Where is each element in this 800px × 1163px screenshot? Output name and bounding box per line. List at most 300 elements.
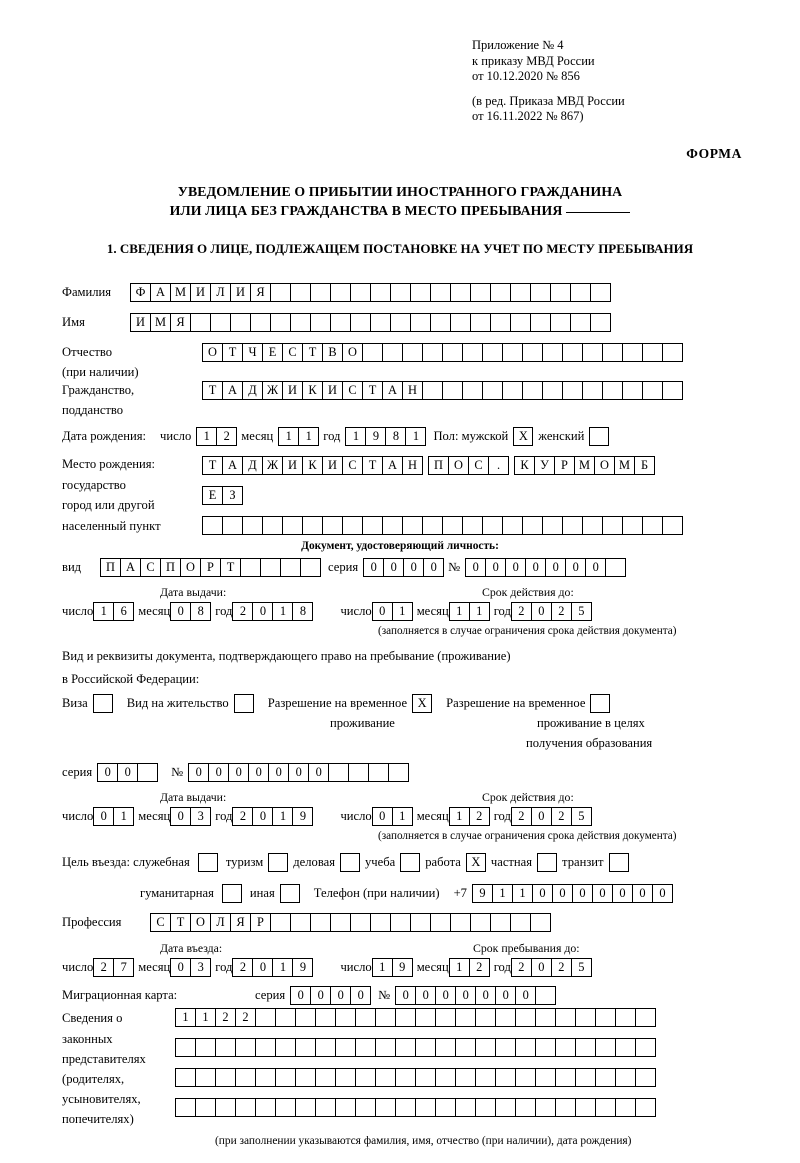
form-cell[interactable] <box>390 913 411 932</box>
form-cell[interactable] <box>275 1038 296 1057</box>
form-cell[interactable] <box>195 1068 216 1087</box>
form-cell[interactable]: 1 <box>469 602 490 621</box>
form-cell[interactable] <box>382 516 403 535</box>
form-cell[interactable] <box>422 516 443 535</box>
form-cell[interactable] <box>570 313 591 332</box>
form-cell[interactable] <box>270 313 291 332</box>
purpose-tourism-checkbox[interactable] <box>268 853 288 872</box>
form-cell[interactable]: Т <box>202 381 223 400</box>
form-cell[interactable]: З <box>222 486 243 505</box>
birth-place-line-3[interactable] <box>202 516 682 535</box>
form-cell[interactable]: 1 <box>405 427 426 446</box>
form-cell[interactable]: М <box>574 456 595 475</box>
form-cell[interactable]: Т <box>222 343 243 362</box>
form-cell[interactable] <box>215 1038 236 1057</box>
form-cell[interactable] <box>510 283 531 302</box>
form-cell[interactable] <box>642 343 663 362</box>
form-cell[interactable] <box>137 763 158 782</box>
form-cell[interactable]: П <box>100 558 121 577</box>
form-cell[interactable]: 0 <box>475 986 496 1005</box>
form-cell[interactable]: 0 <box>572 884 593 903</box>
form-cell[interactable]: 9 <box>292 807 313 826</box>
form-cell[interactable]: 2 <box>469 958 490 977</box>
form-cell[interactable] <box>622 516 643 535</box>
form-cell[interactable]: 0 <box>592 884 613 903</box>
form-cell[interactable] <box>335 1038 356 1057</box>
form-cell[interactable] <box>430 313 451 332</box>
form-cell[interactable] <box>410 283 431 302</box>
birth-place-line-1[interactable] <box>202 456 654 475</box>
form-cell[interactable] <box>335 1098 356 1117</box>
form-cell[interactable]: Ф <box>130 283 151 302</box>
identity-doc-series-input[interactable] <box>363 558 443 577</box>
form-cell[interactable]: 1 <box>196 427 217 446</box>
form-cell[interactable] <box>595 1038 616 1057</box>
form-cell[interactable]: 0 <box>403 558 424 577</box>
form-cell[interactable] <box>242 516 263 535</box>
form-cell[interactable] <box>482 343 503 362</box>
form-cell[interactable]: 6 <box>113 602 134 621</box>
form-cell[interactable]: 2 <box>93 958 114 977</box>
form-cell[interactable]: 1 <box>512 884 533 903</box>
form-cell[interactable]: Л <box>210 913 231 932</box>
form-cell[interactable] <box>395 1068 416 1087</box>
form-cell[interactable] <box>602 343 623 362</box>
form-cell[interactable] <box>635 1008 656 1027</box>
stay-doc-series-input[interactable] <box>97 763 157 782</box>
form-cell[interactable]: 0 <box>170 958 191 977</box>
form-cell[interactable] <box>535 1038 556 1057</box>
form-cell[interactable] <box>562 516 583 535</box>
form-cell[interactable]: 1 <box>278 427 299 446</box>
form-cell[interactable] <box>222 516 243 535</box>
form-cell[interactable] <box>455 1098 476 1117</box>
form-cell[interactable] <box>362 516 383 535</box>
form-cell[interactable] <box>210 313 231 332</box>
form-cell[interactable] <box>375 1098 396 1117</box>
form-cell[interactable]: 3 <box>190 807 211 826</box>
form-cell[interactable] <box>255 1098 276 1117</box>
form-cell[interactable]: 9 <box>392 958 413 977</box>
form-cell[interactable] <box>330 913 351 932</box>
form-cell[interactable]: 8 <box>190 602 211 621</box>
form-cell[interactable] <box>522 343 543 362</box>
form-cell[interactable]: И <box>282 456 303 475</box>
form-cell[interactable] <box>422 381 443 400</box>
form-cell[interactable] <box>662 343 683 362</box>
form-cell[interactable]: 0 <box>632 884 653 903</box>
form-cell[interactable]: 1 <box>272 958 293 977</box>
form-cell[interactable] <box>462 516 483 535</box>
form-cell[interactable] <box>290 913 311 932</box>
stay-doc-number-input[interactable] <box>188 763 408 782</box>
form-cell[interactable]: К <box>514 456 535 475</box>
form-cell[interactable]: 0 <box>310 986 331 1005</box>
form-cell[interactable] <box>375 1038 396 1057</box>
form-cell[interactable] <box>555 1098 576 1117</box>
identity-doc-type-input[interactable] <box>100 558 320 577</box>
form-cell[interactable]: С <box>468 456 489 475</box>
form-cell[interactable]: О <box>180 558 201 577</box>
form-cell[interactable] <box>295 1038 316 1057</box>
form-cell[interactable] <box>415 1038 436 1057</box>
form-cell[interactable]: И <box>282 381 303 400</box>
form-cell[interactable] <box>355 1098 376 1117</box>
form-cell[interactable] <box>602 516 623 535</box>
form-cell[interactable] <box>390 283 411 302</box>
form-cell[interactable] <box>502 516 523 535</box>
form-cell[interactable]: 1 <box>113 807 134 826</box>
form-cell[interactable]: Н <box>402 456 423 475</box>
form-cell[interactable]: 1 <box>492 884 513 903</box>
form-cell[interactable]: Т <box>362 456 383 475</box>
form-cell[interactable]: 2 <box>511 602 532 621</box>
form-cell[interactable] <box>215 1068 236 1087</box>
id-valid-month-input[interactable] <box>449 602 489 621</box>
form-cell[interactable]: С <box>342 381 363 400</box>
form-cell[interactable]: 0 <box>531 958 552 977</box>
form-cell[interactable] <box>262 516 283 535</box>
form-cell[interactable]: Т <box>170 913 191 932</box>
form-cell[interactable]: П <box>160 558 181 577</box>
form-cell[interactable]: 1 <box>272 807 293 826</box>
form-cell[interactable] <box>295 1068 316 1087</box>
form-cell[interactable]: А <box>150 283 171 302</box>
form-cell[interactable] <box>415 1098 436 1117</box>
form-cell[interactable]: О <box>342 343 363 362</box>
name-input[interactable] <box>130 313 610 332</box>
form-cell[interactable] <box>282 516 303 535</box>
form-cell[interactable] <box>490 313 511 332</box>
form-cell[interactable] <box>542 343 563 362</box>
form-cell[interactable]: Я <box>170 313 191 332</box>
profession-input[interactable] <box>150 913 550 932</box>
form-cell[interactable] <box>575 1008 596 1027</box>
form-cell[interactable] <box>470 313 491 332</box>
sex-male-checkbox[interactable]: X <box>513 427 533 446</box>
form-cell[interactable]: 0 <box>117 763 138 782</box>
form-cell[interactable]: С <box>282 343 303 362</box>
form-cell[interactable] <box>442 343 463 362</box>
form-cell[interactable] <box>295 1008 316 1027</box>
form-cell[interactable]: 0 <box>531 807 552 826</box>
form-cell[interactable] <box>530 313 551 332</box>
form-cell[interactable] <box>570 283 591 302</box>
form-cell[interactable] <box>635 1068 656 1087</box>
form-cell[interactable]: Т <box>220 558 241 577</box>
form-cell[interactable] <box>250 313 271 332</box>
form-cell[interactable] <box>475 1068 496 1087</box>
form-cell[interactable] <box>270 913 291 932</box>
form-cell[interactable]: 0 <box>585 558 606 577</box>
form-cell[interactable]: 0 <box>383 558 404 577</box>
form-cell[interactable] <box>290 313 311 332</box>
form-cell[interactable] <box>310 283 331 302</box>
form-cell[interactable] <box>302 516 323 535</box>
form-cell[interactable]: 8 <box>385 427 406 446</box>
form-cell[interactable]: 1 <box>195 1008 216 1027</box>
form-cell[interactable] <box>390 313 411 332</box>
form-cell[interactable] <box>642 381 663 400</box>
form-cell[interactable] <box>355 1008 376 1027</box>
form-cell[interactable] <box>382 343 403 362</box>
form-cell[interactable]: 1 <box>345 427 366 446</box>
form-cell[interactable] <box>595 1008 616 1027</box>
form-cell[interactable]: Я <box>230 913 251 932</box>
form-cell[interactable]: 1 <box>372 958 393 977</box>
form-cell[interactable] <box>190 313 211 332</box>
form-cell[interactable] <box>330 313 351 332</box>
form-cell[interactable] <box>482 381 503 400</box>
form-cell[interactable] <box>515 1068 536 1087</box>
form-cell[interactable]: 0 <box>485 558 506 577</box>
form-cell[interactable] <box>355 1038 376 1057</box>
form-cell[interactable]: 0 <box>505 558 526 577</box>
form-cell[interactable] <box>535 1068 556 1087</box>
form-cell[interactable]: 0 <box>515 986 536 1005</box>
representatives-line-4[interactable] <box>175 1098 655 1117</box>
form-cell[interactable]: А <box>222 456 243 475</box>
form-cell[interactable]: К <box>302 381 323 400</box>
residence-checkbox[interactable] <box>234 694 254 713</box>
form-cell[interactable] <box>335 1008 356 1027</box>
form-cell[interactable]: Ж <box>262 381 283 400</box>
form-cell[interactable] <box>642 516 663 535</box>
form-cell[interactable] <box>490 913 511 932</box>
form-cell[interactable]: 0 <box>330 986 351 1005</box>
form-cell[interactable] <box>350 313 371 332</box>
form-cell[interactable] <box>322 516 343 535</box>
form-cell[interactable] <box>515 1038 536 1057</box>
form-cell[interactable] <box>415 1068 436 1087</box>
sd-valid-month-input[interactable] <box>449 807 489 826</box>
form-cell[interactable] <box>575 1098 596 1117</box>
form-cell[interactable]: 2 <box>215 1008 236 1027</box>
form-cell[interactable] <box>482 516 503 535</box>
form-cell[interactable]: Н <box>402 381 423 400</box>
purpose-other-checkbox[interactable] <box>280 884 300 903</box>
form-cell[interactable]: И <box>230 283 251 302</box>
form-cell[interactable] <box>348 763 369 782</box>
sd-issue-month-input[interactable] <box>170 807 210 826</box>
form-cell[interactable] <box>350 913 371 932</box>
form-cell[interactable]: 0 <box>395 986 416 1005</box>
form-cell[interactable]: 0 <box>532 884 553 903</box>
form-cell[interactable]: О <box>594 456 615 475</box>
form-cell[interactable] <box>335 1068 356 1087</box>
form-cell[interactable]: 0 <box>465 558 486 577</box>
form-cell[interactable]: 1 <box>392 807 413 826</box>
form-cell[interactable]: 0 <box>93 807 114 826</box>
form-cell[interactable] <box>370 913 391 932</box>
visa-checkbox[interactable] <box>93 694 113 713</box>
form-cell[interactable]: И <box>130 313 151 332</box>
form-cell[interactable] <box>535 1098 556 1117</box>
form-cell[interactable]: 0 <box>170 602 191 621</box>
form-cell[interactable] <box>462 343 483 362</box>
phone-input[interactable] <box>472 884 672 903</box>
form-cell[interactable]: М <box>614 456 635 475</box>
form-cell[interactable]: М <box>150 313 171 332</box>
form-cell[interactable]: 2 <box>469 807 490 826</box>
form-cell[interactable] <box>530 913 551 932</box>
form-cell[interactable] <box>555 1008 576 1027</box>
form-cell[interactable] <box>582 343 603 362</box>
form-cell[interactable] <box>542 516 563 535</box>
form-cell[interactable]: 1 <box>449 958 470 977</box>
form-cell[interactable] <box>370 283 391 302</box>
form-cell[interactable] <box>595 1098 616 1117</box>
form-cell[interactable] <box>555 1038 576 1057</box>
form-cell[interactable]: Д <box>242 381 263 400</box>
form-cell[interactable] <box>342 516 363 535</box>
form-cell[interactable] <box>542 381 563 400</box>
form-cell[interactable]: 0 <box>612 884 633 903</box>
form-cell[interactable]: Р <box>200 558 221 577</box>
form-cell[interactable] <box>315 1068 336 1087</box>
form-cell[interactable] <box>575 1038 596 1057</box>
form-cell[interactable] <box>255 1038 276 1057</box>
form-cell[interactable] <box>310 913 331 932</box>
form-cell[interactable] <box>315 1098 336 1117</box>
form-cell[interactable] <box>450 913 471 932</box>
form-cell[interactable] <box>615 1008 636 1027</box>
sd-valid-year-input[interactable] <box>511 807 591 826</box>
form-cell[interactable] <box>235 1038 256 1057</box>
form-cell[interactable] <box>662 381 683 400</box>
form-cell[interactable] <box>450 313 471 332</box>
form-cell[interactable]: Е <box>262 343 283 362</box>
form-cell[interactable]: М <box>170 283 191 302</box>
patronymic-input[interactable] <box>202 343 682 362</box>
form-cell[interactable] <box>410 313 431 332</box>
form-cell[interactable] <box>510 913 531 932</box>
form-cell[interactable] <box>395 1038 416 1057</box>
form-cell[interactable] <box>255 1068 276 1087</box>
form-cell[interactable]: 0 <box>268 763 289 782</box>
sd-valid-day-input[interactable] <box>372 807 412 826</box>
form-cell[interactable] <box>370 313 391 332</box>
form-cell[interactable] <box>495 1098 516 1117</box>
form-cell[interactable]: 2 <box>551 807 572 826</box>
form-cell[interactable]: Л <box>210 283 231 302</box>
form-cell[interactable] <box>388 763 409 782</box>
form-cell[interactable] <box>615 1098 636 1117</box>
purpose-work-checkbox[interactable]: X <box>466 853 486 872</box>
form-cell[interactable]: Р <box>250 913 271 932</box>
form-cell[interactable] <box>215 1098 236 1117</box>
form-cell[interactable] <box>455 1008 476 1027</box>
form-cell[interactable]: С <box>150 913 171 932</box>
form-cell[interactable]: А <box>382 456 403 475</box>
form-cell[interactable]: 0 <box>415 986 436 1005</box>
form-cell[interactable]: С <box>342 456 363 475</box>
form-cell[interactable]: К <box>302 456 323 475</box>
form-cell[interactable] <box>490 283 511 302</box>
birth-place-line-2[interactable] <box>202 486 242 505</box>
form-cell[interactable]: 0 <box>228 763 249 782</box>
form-cell[interactable] <box>602 381 623 400</box>
form-cell[interactable] <box>362 343 383 362</box>
form-cell[interactable]: 1 <box>298 427 319 446</box>
form-cell[interactable] <box>535 1008 556 1027</box>
sd-issue-day-input[interactable] <box>93 807 133 826</box>
form-cell[interactable]: 0 <box>372 602 393 621</box>
form-cell[interactable] <box>175 1098 196 1117</box>
form-cell[interactable] <box>315 1008 336 1027</box>
form-cell[interactable]: 0 <box>435 986 456 1005</box>
form-cell[interactable] <box>530 283 551 302</box>
form-cell[interactable] <box>605 558 626 577</box>
id-issue-day-input[interactable] <box>93 602 133 621</box>
form-cell[interactable] <box>195 1098 216 1117</box>
form-cell[interactable]: В <box>322 343 343 362</box>
form-cell[interactable]: Ч <box>242 343 263 362</box>
form-cell[interactable]: 5 <box>571 602 592 621</box>
form-cell[interactable]: С <box>140 558 161 577</box>
form-cell[interactable]: 5 <box>571 807 592 826</box>
form-cell[interactable] <box>550 313 571 332</box>
form-cell[interactable]: 2 <box>551 958 572 977</box>
form-cell[interactable] <box>295 1098 316 1117</box>
form-cell[interactable] <box>470 283 491 302</box>
form-cell[interactable] <box>202 516 223 535</box>
form-cell[interactable] <box>510 313 531 332</box>
form-cell[interactable] <box>290 283 311 302</box>
form-cell[interactable] <box>470 913 491 932</box>
form-cell[interactable] <box>515 1008 536 1027</box>
form-cell[interactable] <box>260 558 281 577</box>
form-cell[interactable] <box>442 381 463 400</box>
form-cell[interactable]: 0 <box>97 763 118 782</box>
form-cell[interactable]: Я <box>250 283 271 302</box>
form-cell[interactable]: 2 <box>232 602 253 621</box>
form-cell[interactable]: Т <box>202 456 223 475</box>
purpose-service-checkbox[interactable] <box>198 853 218 872</box>
form-cell[interactable]: 7 <box>113 958 134 977</box>
migration-number-input[interactable] <box>395 986 555 1005</box>
form-cell[interactable]: И <box>190 283 211 302</box>
purpose-private-checkbox[interactable] <box>537 853 557 872</box>
form-cell[interactable] <box>240 558 261 577</box>
form-cell[interactable]: Б <box>634 456 655 475</box>
form-cell[interactable]: Ж <box>262 456 283 475</box>
form-cell[interactable]: 0 <box>188 763 209 782</box>
form-cell[interactable] <box>475 1038 496 1057</box>
form-cell[interactable]: П <box>428 456 449 475</box>
form-cell[interactable] <box>535 986 556 1005</box>
form-cell[interactable]: Т <box>362 381 383 400</box>
birth-year-input[interactable] <box>345 427 425 446</box>
form-cell[interactable]: 9 <box>365 427 386 446</box>
form-cell[interactable]: А <box>222 381 243 400</box>
temp-residence-checkbox[interactable]: X <box>412 694 432 713</box>
form-cell[interactable] <box>435 1038 456 1057</box>
form-cell[interactable]: 2 <box>232 807 253 826</box>
form-cell[interactable] <box>562 343 583 362</box>
form-cell[interactable] <box>315 1038 336 1057</box>
form-cell[interactable] <box>582 516 603 535</box>
form-cell[interactable]: И <box>322 381 343 400</box>
form-cell[interactable] <box>330 283 351 302</box>
entry-month-input[interactable] <box>170 958 210 977</box>
form-cell[interactable] <box>415 1008 436 1027</box>
form-cell[interactable] <box>275 1068 296 1087</box>
form-cell[interactable]: 0 <box>545 558 566 577</box>
form-cell[interactable] <box>175 1038 196 1057</box>
form-cell[interactable]: 0 <box>495 986 516 1005</box>
purpose-transit-checkbox[interactable] <box>609 853 629 872</box>
